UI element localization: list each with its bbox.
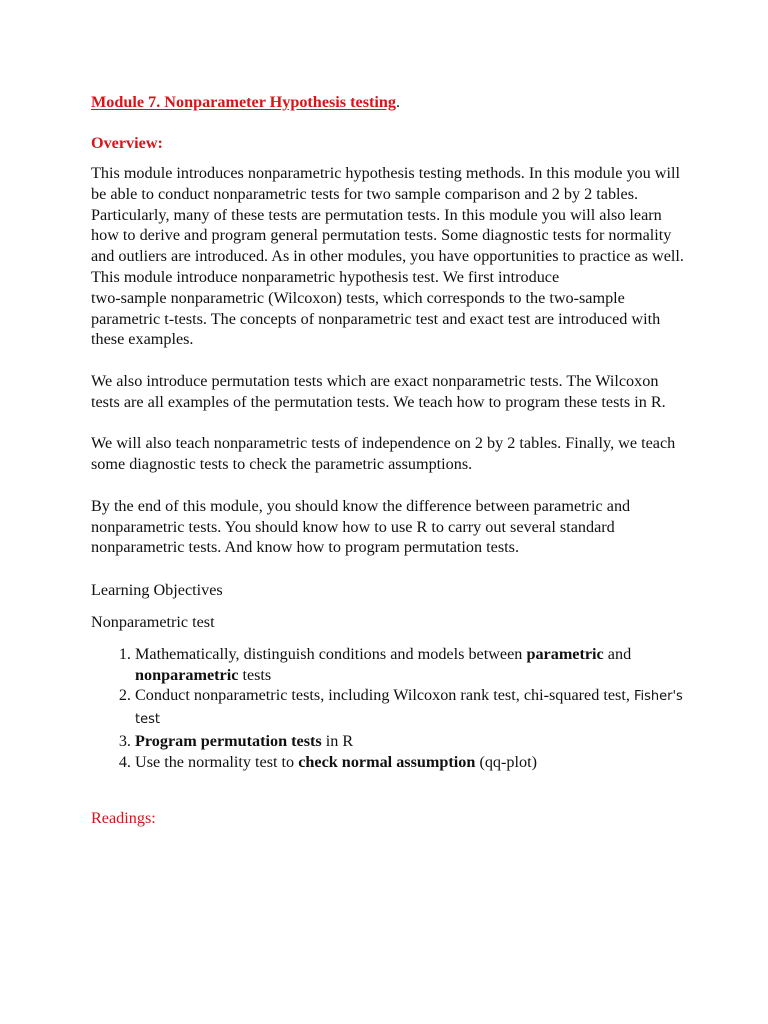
objective-1-text-a: Mathematically, distinguish conditions and models between xyxy=(135,644,527,663)
intro-paragraph: This module introduces nonparametric hypothesis testing methods. In this module you will be able to conduct nonparametric tests for two sample comparison and 2 by 2 tables. Particularly, many of these tests are permutation tests. In this module you will also learn how to derive and program general permutation tests. Some diagnostic tests for normality and outliers are introduced. As in other modules, you have opportunities to practice as well. xyxy=(91,164,684,266)
learning-objectives-heading: Learning Objectives xyxy=(91,581,223,600)
permutation-paragraph: We also introduce permutation tests which are exact nonparametric tests. The Wilcoxon tests are all examples of the permutation tests. We teach how to program these tests in R. xyxy=(91,371,666,411)
objective-1-bold-a: parametric xyxy=(526,644,604,663)
objectives-list xyxy=(91,644,691,773)
objective-4-bold: check normal assumption xyxy=(298,752,476,771)
nonparametric-test-heading: Nonparametric test xyxy=(91,612,215,631)
wilcoxon-paragraph-rest: two-sample nonparametric (Wilcoxon) tests, which corresponds to the two-sample parametric t-tests. The concepts of nonparametric test and exact test are introduced with these examples. xyxy=(91,288,661,349)
objective-1-bold-b: nonparametric xyxy=(135,665,239,684)
module-title-period: . xyxy=(396,93,401,111)
end-of-module-paragraph: By the end of this module, you should know the difference between parametric and nonparametric tests. You should know how to use R to carry out several standard nonparametric tests. And know how to program permutation tests. xyxy=(91,496,631,557)
objective-4-text-b: (qq-plot) xyxy=(475,752,537,771)
objective-1-text-b: and xyxy=(603,644,632,663)
overview-heading: Overview: xyxy=(91,134,163,152)
objective-item-2 xyxy=(135,685,691,731)
module-title-text: Module 7. Nonparameter Hypothesis testing xyxy=(91,93,397,111)
objective-4-text-a: Use the normality test to xyxy=(135,752,299,771)
wilcoxon-paragraph xyxy=(91,267,691,350)
independence-paragraph: We will also teach nonparametric tests of independence on 2 by 2 tables. Finally, we teach some diagnostic tests to check the parametric assumptions. xyxy=(91,434,676,474)
objective-2-fisher: Fisher's test xyxy=(135,689,683,728)
wilcoxon-paragraph-line1: This module introduce nonparametric hypothesis test. We first introduce xyxy=(91,267,560,286)
objective-1-text-c: tests xyxy=(238,665,272,684)
objective-item-3 xyxy=(135,731,691,752)
objective-3-bold: Program permutation tests xyxy=(135,731,322,750)
document-page xyxy=(91,92,691,828)
objective-item-4 xyxy=(135,752,691,773)
objective-3-text: in R xyxy=(321,731,354,750)
readings-heading: Readings: xyxy=(91,808,156,827)
objective-2-text: Conduct nonparametric tests, including Wilcoxon rank test, chi-squared test, xyxy=(135,686,634,705)
objective-item-1 xyxy=(135,644,691,686)
module-title xyxy=(91,92,691,116)
